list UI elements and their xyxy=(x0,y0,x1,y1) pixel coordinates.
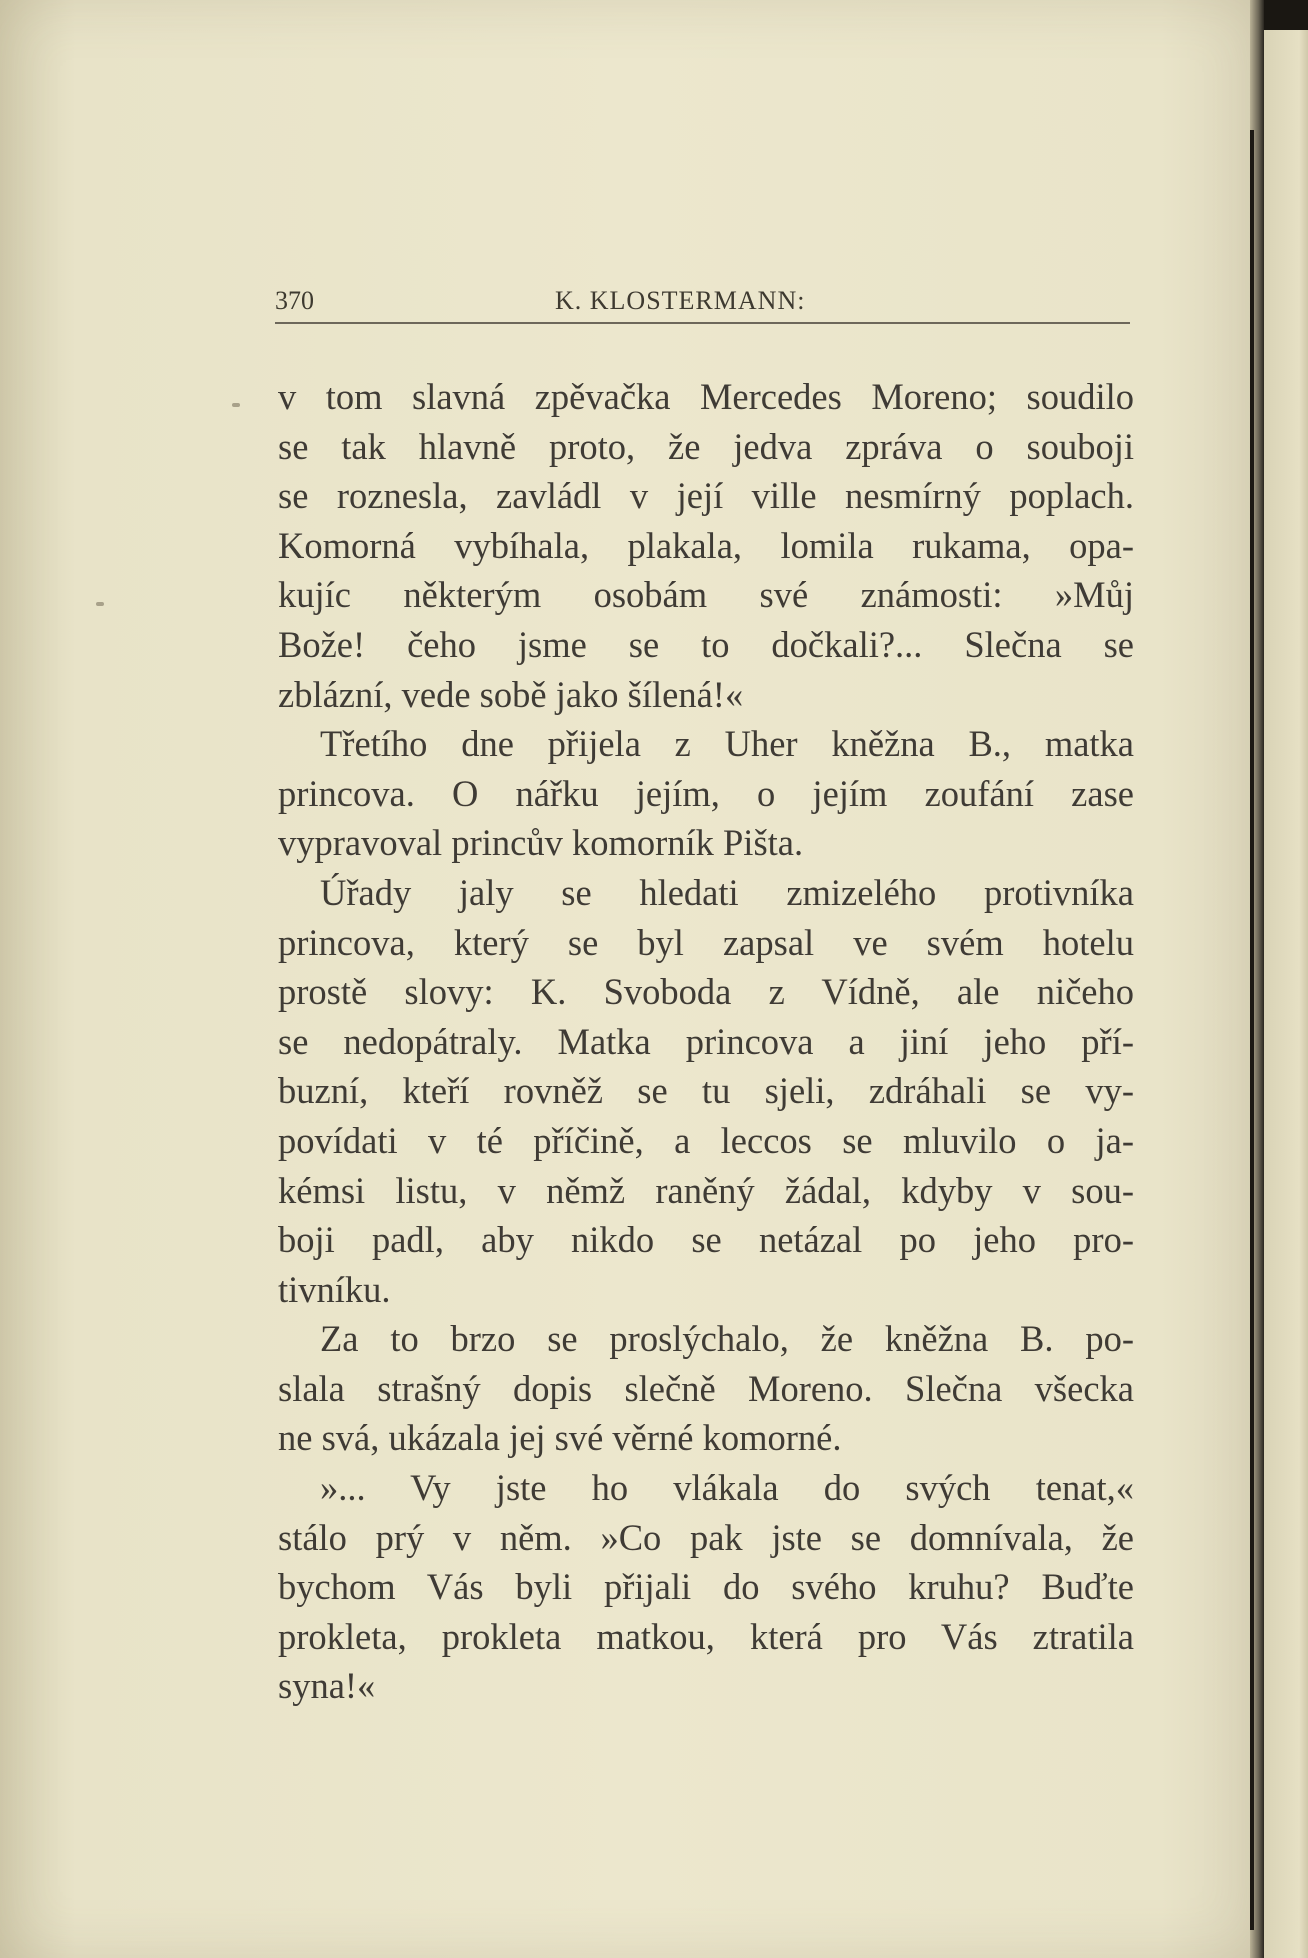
margin-speck xyxy=(232,403,240,407)
text-line: ne svá, ukázala jej své věrné komorné. xyxy=(278,1417,842,1459)
header-rule xyxy=(275,322,1130,324)
text-line: kujíc některým osobám své známosti: »Můj xyxy=(278,574,1134,616)
adjacent-page-edge xyxy=(1264,30,1308,1958)
paragraph-start: Za to brzo se proslýchalo, že kněžna B. po- xyxy=(320,1318,1134,1360)
paragraph-start: Úřady jaly se hledati zmizelého protivníka xyxy=(320,871,1134,913)
text-line: vypravoval princův komorník Pišta. xyxy=(278,822,804,864)
text-line: prostě slovy: K. Svoboda z Vídně, ale ničeho xyxy=(278,971,1134,1013)
text-line: zblázní, vede sobě jako šílená!« xyxy=(278,673,744,715)
paragraph-start: Třetího dne přijela z Uher kněžna B., matka xyxy=(320,723,1134,765)
text-line: Komorná vybíhala, plakala, lomila rukama, opa- xyxy=(278,524,1134,566)
running-header xyxy=(275,280,1130,324)
body-text xyxy=(278,372,1134,1711)
text-line: se roznesla, zavládl v její ville nesmírný poplach. xyxy=(278,475,1134,517)
running-title: K. KLOSTERMANN: xyxy=(555,286,806,315)
text-line: Bože! čeho jsme se to dočkali?... Slečna se xyxy=(278,623,1134,665)
text-line: se nedopátraly. Matka princova a jiní jeho pří- xyxy=(278,1020,1134,1062)
text-line: tivníku. xyxy=(278,1268,391,1310)
margin-speck xyxy=(96,602,104,606)
text-line: boji padl, aby nikdo se netázal po jeho pro- xyxy=(278,1219,1134,1261)
text-line: princova, který se byl zapsal ve svém hotelu xyxy=(278,921,1134,963)
text-line: slala strašný dopis slečně Moreno. Slečna všecka xyxy=(278,1367,1134,1409)
text-line: povídati v té příčině, a leccos se mluvilo o ja- xyxy=(278,1119,1134,1161)
text-line: bychom Vás byli přijali do svého kruhu? Buďte xyxy=(278,1566,1134,1608)
text-line: prokleta, prokleta matkou, která pro Vás ztratila xyxy=(278,1615,1134,1657)
paragraph-start: »... Vy jste ho vlákala do svých tenat,« xyxy=(320,1467,1134,1509)
text-line: princova. O nářku jejím, o jejím zoufání zase xyxy=(278,772,1134,814)
text-line: stálo prý v něm. »Co pak jste se domnívala, že xyxy=(278,1516,1134,1558)
text-line: se tak hlavně proto, že jedva zpráva o souboji xyxy=(278,425,1134,467)
text-line: v tom slavná zpěvačka Mercedes Moreno; soudilo xyxy=(278,376,1134,417)
text-line: buzní, kteří rovněž se tu sjeli, zdráhali se vy- xyxy=(278,1070,1134,1112)
text-line: syna!« xyxy=(278,1665,376,1707)
text-line: kémsi listu, v němž raněný žádal, kdyby v sou- xyxy=(278,1169,1134,1211)
binding-shadow xyxy=(1250,130,1254,1930)
page-number: 370 xyxy=(275,286,314,315)
